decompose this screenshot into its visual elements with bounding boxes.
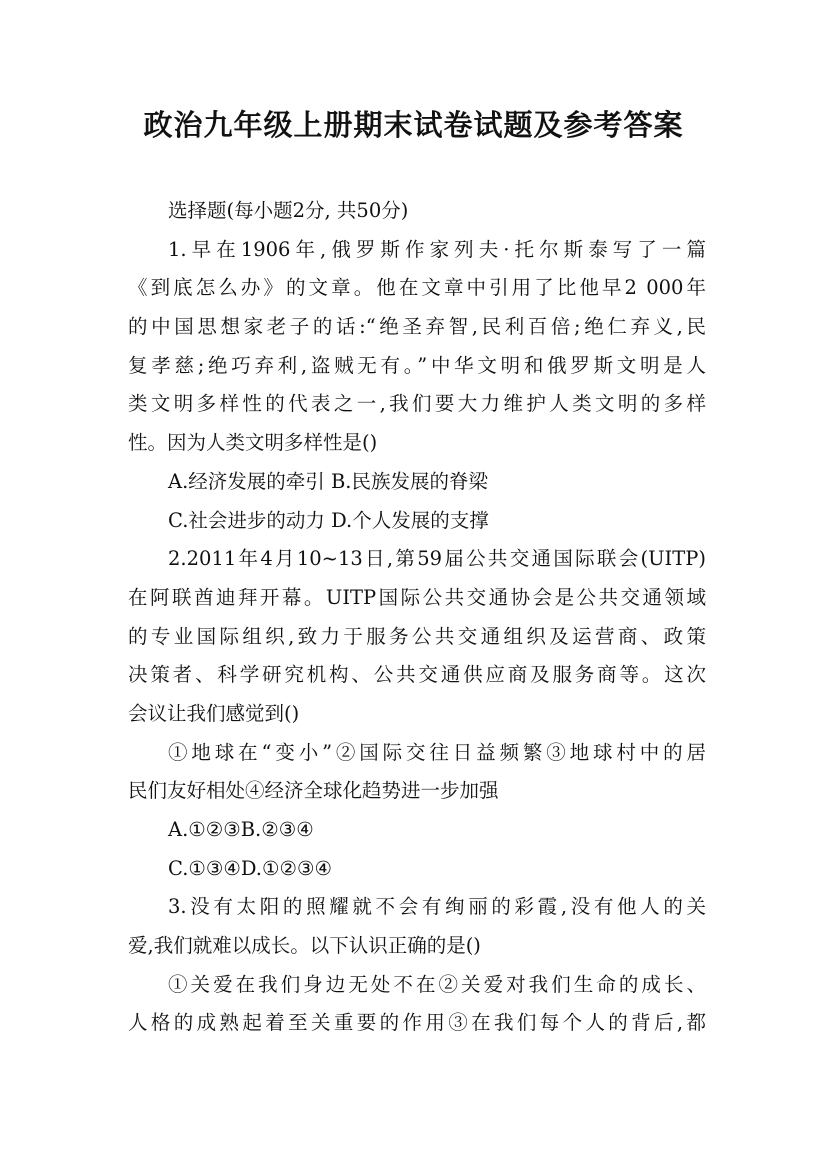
question-1-line-1: 1.早在1906年,俄罗斯作家列夫·托尔斯泰写了一篇 xyxy=(168,237,706,261)
question-1-line-6: 性。因为人类文明多样性是() xyxy=(128,431,378,455)
question-1-line-2: 《到底怎么办》的文章。他在文章中引用了比他早2 000年 xyxy=(128,276,706,300)
question-2-statements-line-2: 民们友好相处④经济全球化趋势进一步加强 xyxy=(128,779,499,803)
question-2-line-3: 的专业国际组织,致力于服务公共交通组织及运营商、政策 xyxy=(128,624,706,648)
question-2-line-1: 2.2011年4月10~13日,第59届公共交通国际联会(UITP) xyxy=(168,547,706,571)
question-2-line-2: 在阿联酋迪拜开幕。UITP国际公共交通协会是公共交通领域 xyxy=(128,585,706,609)
question-2-options-ab: A.①②③B.②③④ xyxy=(168,818,314,841)
question-3-statements-line-1: ①关爱在我们身边无处不在②关爱对我们生命的成长、 xyxy=(168,972,706,996)
question-1-options-ab: A.经济发展的牵引 B.民族发展的脊梁 xyxy=(168,469,489,493)
page-title: 政治九年级上册期末试卷试题及参考答案 xyxy=(143,108,684,142)
question-2-line-4: 决策者、科学研究机构、公共交通供应商及服务商等。这次 xyxy=(128,663,706,687)
question-2-options-cd: C.①③④D.①②③④ xyxy=(168,856,332,880)
question-3-line-1: 3.没有太阳的照耀就不会有绚丽的彩霞,没有他人的关 xyxy=(168,895,706,919)
question-1-line-3: 的中国思想家老子的话:“绝圣弃智,民利百倍;绝仁弃义,民 xyxy=(128,315,706,339)
question-3-statements-line-2: 人格的成熟起着至关重要的作用③在我们每个人的背后,都 xyxy=(128,1011,706,1035)
document-body xyxy=(128,192,706,1043)
question-1-line-5: 类文明多样性的代表之一,我们要大力维护人类文明的多样 xyxy=(128,392,706,416)
question-3-line-2: 爱,我们就难以成长。以下认识正确的是() xyxy=(128,934,481,958)
section-heading: 选择题(每小题2分, 共50分) xyxy=(168,199,409,222)
question-1-options-cd: C.社会进步的动力 D.个人发展的支撑 xyxy=(168,508,489,532)
question-1-line-4: 复孝慈;绝巧弃利,盗贼无有。”中华文明和俄罗斯文明是人 xyxy=(128,353,706,377)
question-2-line-5: 会议让我们感觉到() xyxy=(128,701,300,725)
question-2-statements-line-1: ①地球在“变小”②国际交往日益频繁③地球村中的居 xyxy=(168,740,706,764)
